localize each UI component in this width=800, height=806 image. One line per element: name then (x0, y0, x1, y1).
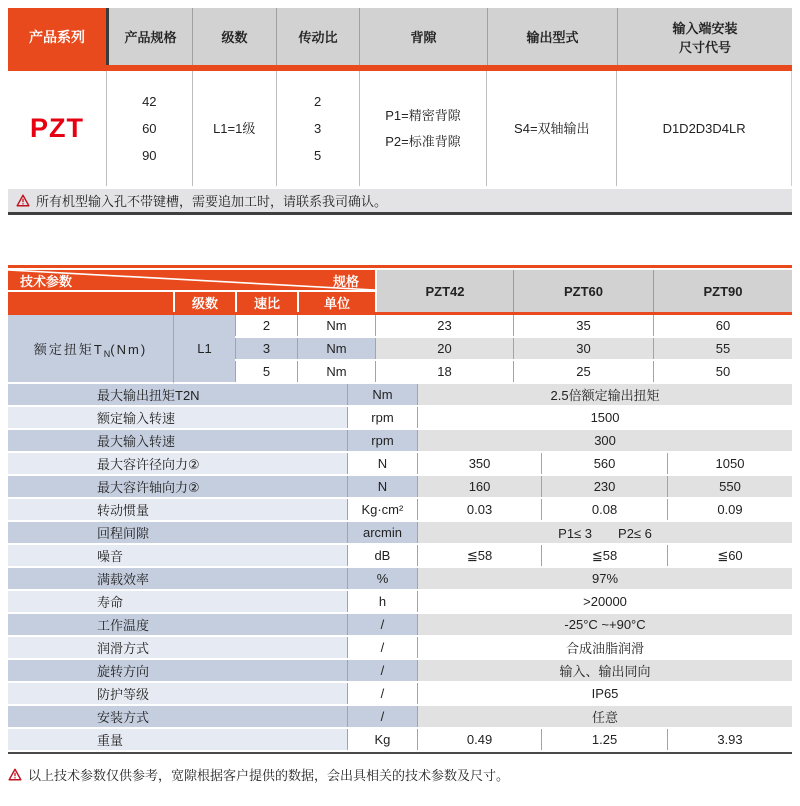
tech-table-bottom-line (8, 752, 792, 754)
footer-note-text: 以上技术参数仅供参考，宽隙根据客户提供的数据，会出具相关的技术参数及尺寸。 (28, 768, 510, 783)
warning-icon (8, 768, 22, 781)
row-lubrication: 润滑方式 / 合成油脂润滑 (8, 637, 792, 660)
spec-values: 42 60 90 (106, 71, 192, 186)
row-rotation-direction: 旋转方向 / 输入、输出同向 (8, 660, 792, 683)
series-value: PZT (29, 113, 84, 143)
tech-table (8, 265, 792, 754)
ratio-values: 2 3 5 (276, 71, 359, 186)
diagonal-header-cell (8, 270, 375, 290)
row-service-life: 寿命 h >20000 (8, 591, 792, 614)
footer-note (8, 765, 792, 784)
header-stage: 级数 (173, 292, 235, 312)
row-full-load-efficiency: 满载效率 % 97% (8, 568, 792, 591)
torque-row-ratio3: 3 Nm 20 30 55 (235, 338, 792, 361)
tech-table-header (8, 270, 792, 312)
header-unit: 单位 (297, 292, 375, 312)
stages-value: L1=1级 (192, 71, 276, 186)
header-cell-series: 产品系列 (8, 8, 106, 65)
product-table (8, 8, 792, 215)
row-backlash: 回程间隙 arcmin P1≤ 3 P2≤ 6 (8, 522, 792, 545)
row-mounting: 安装方式 / 任意 (8, 706, 792, 729)
row-max-input-speed: 最大输入转速 rpm 300 (8, 430, 792, 453)
spec-sheet (8, 8, 792, 784)
row-moment-of-inertia: 转动惯量 Kg·cm² 0.03 0.08 0.09 (8, 499, 792, 522)
torque-row-ratio5: 5 Nm 18 25 50 (235, 361, 792, 384)
model-header-pzt42: PZT42 (375, 270, 513, 312)
input-mount-code-value: D1D2D3D4LR (616, 71, 791, 186)
header-cell-backlash: 背隙 (359, 8, 487, 65)
warning-icon (16, 194, 30, 207)
header-cell-stages: 级数 (192, 8, 276, 65)
header-cell-spec: 产品规格 (106, 8, 192, 65)
model-header-pzt90: PZT90 (653, 270, 792, 312)
output-type-value: S4=双轴输出 (486, 71, 616, 186)
row-noise: 噪音 dB ≦58 ≦58 ≦60 (8, 545, 792, 568)
row-protection-class: 防护等级 / IP65 (8, 683, 792, 706)
tech-params-title: 技术参数 (20, 273, 73, 289)
product-table-body (8, 71, 792, 186)
header-ratio: 速比 (235, 292, 297, 312)
torque-row-ratio2: 2 Nm 23 35 60 (235, 315, 792, 338)
rated-torque-group (8, 315, 792, 384)
row-max-output-torque: 最大输出扭矩T2N Nm 2.5倍额定输出扭矩 (8, 384, 792, 407)
row-max-axial-force: 最大容许轴向力② N 160 230 550 (8, 476, 792, 499)
row-weight: 重量 Kg 0.49 1.25 3.93 (8, 729, 792, 752)
header-cell-ratio: 传动比 (276, 8, 359, 65)
row-max-radial-force: 最大容许径向力② N 350 560 1050 (8, 453, 792, 476)
spec-label: 规格 (332, 273, 359, 289)
header-cell-output-type: 输出型式 (487, 8, 617, 65)
model-header-pzt60: PZT60 (513, 270, 653, 312)
keyway-note (8, 189, 792, 215)
keyway-note-text: 所有机型输入孔不带键槽，需要追加工时，请联系我司确认。 (36, 194, 388, 209)
stage-value: L1 (173, 315, 235, 384)
header-cell-input-mount: 输入端安装 尺寸代号 (617, 8, 792, 65)
rated-torque-label: 额定扭矩$T_N(Nm)$ (8, 315, 173, 384)
row-operating-temperature: 工作温度 / -25°C ~+90°C (8, 614, 792, 637)
backlash-values: P1=精密背隙 P2=标准背隙 (359, 71, 487, 186)
product-table-header (8, 8, 792, 65)
row-rated-input-speed: 额定输入转速 rpm 1500 (8, 407, 792, 430)
